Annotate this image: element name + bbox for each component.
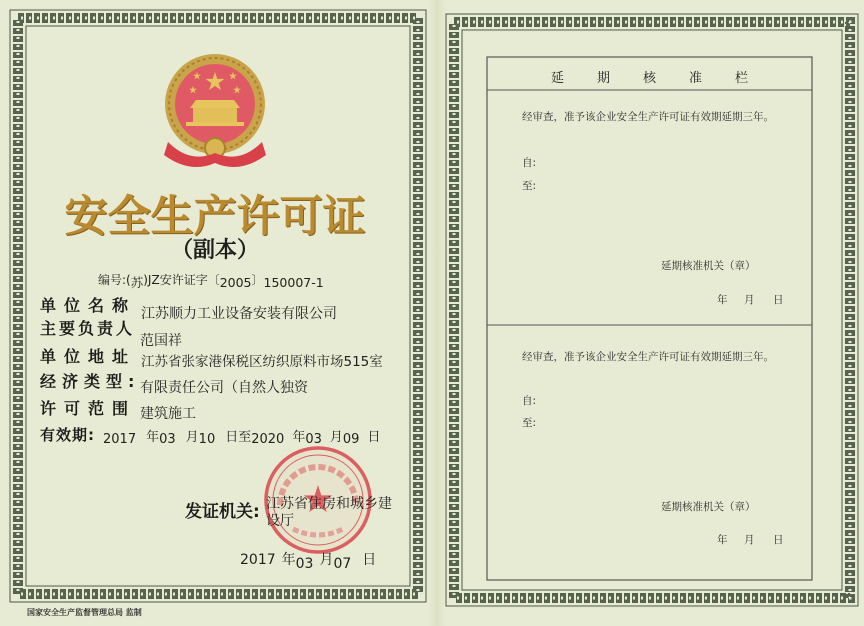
- validity-year-char: 年: [292, 430, 306, 445]
- extension-authority: 延期核准机关（章）: [661, 260, 756, 272]
- validity-label: 有效期:: [40, 426, 95, 444]
- field-label-economic-type: 经济类型:: [40, 372, 141, 391]
- validity-end-month: 03: [305, 432, 322, 447]
- license-number: [98, 270, 324, 288]
- field-value-company: 江苏顺力工业设备安装有限公司: [141, 306, 337, 322]
- extension-date-year: 年: [717, 294, 728, 306]
- extension-date-year: 年: [717, 534, 728, 546]
- document-title: 安全生产许可证: [64, 192, 366, 242]
- number-code: )JZ安许证字〔: [143, 273, 220, 287]
- number-prefix: 编号:(: [98, 273, 131, 287]
- document-subtitle: （副本）: [170, 238, 259, 263]
- number-serial: 150007-1: [263, 275, 324, 290]
- extension-to-label: 至:: [522, 180, 537, 192]
- extension-to-label: 至:: [522, 417, 537, 429]
- issue-date: [240, 549, 377, 572]
- field-label-address: 单位地址: [40, 347, 137, 366]
- issuer-label: 发证机关:: [185, 502, 260, 522]
- issue-year-char: 年: [281, 552, 296, 568]
- validity-month-char: 月: [329, 430, 343, 445]
- validity-start-year: 2017: [103, 432, 137, 447]
- extension-date-month: 月: [744, 294, 755, 306]
- validity-end-day: 09: [342, 432, 360, 447]
- validity-year-char: 年: [146, 430, 160, 445]
- field-value-economic-type: 有限责任公司（自然人独资: [140, 380, 308, 396]
- validity-start-day: 10: [198, 432, 216, 447]
- extension-from-label: 自:: [522, 157, 537, 169]
- issuer-value: 江苏省住房和城乡建设厅: [266, 496, 392, 529]
- extension-statement: 经审查，准予该企业安全生产许可证有效期延期三年。: [522, 111, 774, 123]
- number-year: 2005: [219, 275, 252, 290]
- issue-month: 03: [295, 556, 314, 572]
- issue-day: 07: [333, 556, 352, 572]
- extension-authority: 延期核准机关（章）: [661, 501, 756, 513]
- extension-table: [487, 57, 812, 580]
- national-emblem-icon: [160, 52, 270, 172]
- extension-date-month: 月: [744, 534, 755, 546]
- issue-day-char: 日: [362, 552, 377, 568]
- validity-day-char: 日: [367, 430, 381, 445]
- extension-statement: 经审查，准予该企业安全生产许可证有效期延期三年。: [522, 351, 774, 363]
- issue-month-char: 月: [319, 552, 334, 568]
- number-bracket: 〕: [251, 273, 264, 287]
- validity-day-to-char: 日至: [225, 430, 252, 445]
- extension-from-label: 自:: [522, 395, 537, 407]
- field-label-scope: 许可范围: [40, 399, 137, 418]
- extension-header: 延期核准栏: [551, 71, 782, 86]
- field-label-company: 单位名称: [40, 296, 137, 315]
- field-value-principal: 范国祥: [140, 333, 182, 349]
- validity-period: [103, 426, 380, 445]
- right-page-border: [446, 14, 858, 606]
- field-value-scope: 建筑施工: [140, 406, 196, 422]
- validity-start-month: 03: [159, 432, 176, 447]
- validity-end-year: 2020: [251, 432, 285, 447]
- field-value-address: 江苏省张家港保税区纺织原料市场515室: [141, 354, 383, 370]
- extension-date-day: 日: [773, 294, 784, 306]
- extension-date-day: 日: [773, 534, 784, 546]
- field-label-principal: 主要负责人: [40, 319, 136, 338]
- validity-month-char: 月: [185, 430, 199, 445]
- supervisor-footer: 国家安全生产监督管理总局 监制: [27, 607, 142, 617]
- number-region: 苏: [130, 275, 144, 290]
- issue-year: 2017: [240, 552, 276, 568]
